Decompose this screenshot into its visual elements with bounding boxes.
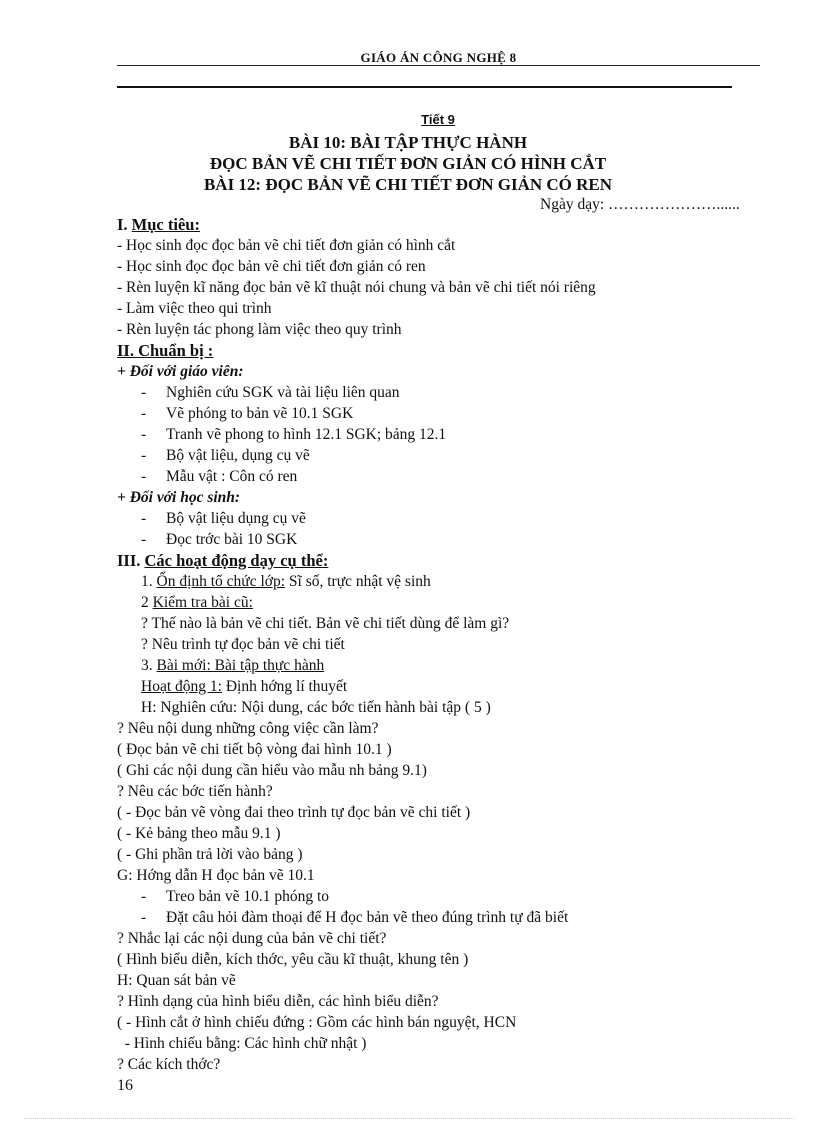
teacher-item: Tranh vẽ phong to hình 12.1 SGK; bảng 12.1 [166, 426, 447, 443]
objective-item: - Học sinh đọc đọc bản vẽ chi tiết đơn giản có ren [117, 258, 426, 275]
activity-line: ( - Kẻ bảng theo mẫu 9.1 ) [117, 825, 281, 842]
teacher-heading: + Đối với giáo viên: [117, 363, 244, 380]
activity-line: H: Quan sát bản vẽ [117, 972, 236, 989]
footer-dotted-rule [24, 1118, 794, 1119]
section-number: I. [117, 215, 132, 234]
guide-item: Đặt câu hỏi đàm thoại để H đọc bản vẽ theo đúng trình tự đã biết [166, 909, 569, 926]
section-title: Mục tiêu: [131, 215, 200, 234]
lesson-title-2: ĐỌC BẢN VẼ CHI TIẾT ĐƠN GIẢN CÓ HÌNH CẮT [209, 154, 607, 173]
activity-line: ? Các kích thớc? [117, 1056, 221, 1073]
dash-bullet: - [141, 426, 147, 443]
student-item: Đọc trớc bài 10 SGK [166, 531, 298, 548]
objective-item: - Rèn luyện tác phong làm việc theo quy trình [117, 321, 402, 338]
student-item: Bộ vật liệu dụng cụ vẽ [166, 510, 306, 527]
review-question: ? Nêu trình tự đọc bản vẽ chi tiết [141, 636, 345, 653]
student-heading: + Đối với học sinh: [117, 489, 241, 506]
activity-line: ? Nhắc lại các nội dung của bản vẽ chi tiết? [117, 930, 387, 947]
header-divider [117, 86, 732, 88]
section-title: Các hoạt động dạy cụ thể: [144, 551, 329, 570]
header-rule [117, 65, 760, 66]
step-review: 2 Kiểm tra bài cũ: [141, 594, 253, 611]
activity-line: G: Hớng dẫn H đọc bản vẽ 10.1 [117, 867, 315, 884]
activity-line: ( - Đọc bản vẽ vòng đai theo trình tự đọc bản vẽ chi tiết ) [117, 804, 471, 821]
teacher-item: Bộ vật liệu, dụng cụ vẽ [166, 447, 310, 464]
activity-line: ? Nêu nội dung những công việc cần làm? [117, 720, 379, 737]
section-activities-heading [117, 551, 328, 571]
review-question: ? Thế nào là bản vẽ chi tiết. Bản vẽ chi tiết dùng để làm gì? [141, 615, 510, 632]
guide-item: Treo bản vẽ 10.1 phóng to [166, 888, 330, 905]
dash-bullet: - [141, 909, 147, 926]
objective-item: - Rèn luyện kĩ năng đọc bản vẽ kĩ thuật nói chung và bản vẽ chi tiết nói riêng [117, 279, 596, 296]
objective-item: - Học sinh đọc đọc bản vẽ chi tiết đơn giản có hình cắt [117, 237, 456, 254]
teacher-item: Vẽ phóng to bản vẽ 10.1 SGK [166, 405, 354, 422]
dash-bullet: - [141, 510, 147, 527]
lesson-period: Tiết 9 [421, 112, 455, 127]
section-objectives-heading [117, 215, 200, 235]
activity-line: - Hình chiếu bằng: Các hình chữ nhật ) [117, 1035, 367, 1052]
dash-bullet: - [141, 405, 147, 422]
activity-line: ? Hình dạng của hình biểu diễn, các hình biểu diễn? [117, 993, 439, 1010]
activity-line: ( Hình biểu diễn, kích thớc, yêu cầu kĩ thuật, khung tên ) [117, 951, 469, 968]
teaching-date: Ngày dạy: …………………...... [540, 196, 740, 213]
lesson-title-3: BÀI 12: ĐỌC BẢN VẼ CHI TIẾT ĐƠN GIẢN CÓ REN [203, 175, 613, 194]
activity-line: ( - Ghi phần trả lời vào bảng ) [117, 846, 303, 863]
dash-bullet: - [141, 888, 147, 905]
activity-line: ? Nêu các bớc tiến hành? [117, 783, 273, 800]
teacher-item: Nghiên cứu SGK và tài liệu liên quan [166, 384, 400, 401]
teacher-item: Mẫu vật : Côn có ren [166, 468, 298, 485]
section-preparation-heading: II. Chuẩn bị : [117, 341, 214, 360]
dash-bullet: - [141, 384, 147, 401]
activity-line: ( Ghi các nội dung cần hiểu vào mẫu nh bảng 9.1) [117, 762, 427, 779]
dash-bullet: - [141, 447, 147, 464]
dash-bullet: - [141, 468, 147, 485]
activity-line: H: Nghiên cứu: Nội dung, các bớc tiến hành bài tập ( 5 ) [141, 699, 491, 716]
page-number: 16 [117, 1077, 133, 1094]
header-title: GIÁO ÁN CÔNG NGHỆ 8 [360, 50, 517, 65]
activity-line: ( - Hình cắt ở hình chiếu đứng : Gồm các hình bán nguyệt, HCN [117, 1014, 517, 1031]
lesson-title-1: BÀI 10: BÀI TẬP THỰC HÀNH [288, 133, 528, 152]
dash-bullet: - [141, 531, 147, 548]
step-class-organization: 1. Ổn định tổ chức lớp: Sĩ số, trực nhật vệ sinh [141, 573, 431, 590]
activity-line: ( Đọc bản vẽ chi tiết bộ vòng đai hình 10.1 ) [117, 741, 392, 758]
section-number: III. [117, 551, 145, 570]
step-new-lesson: 3. Bài mới: Bài tập thực hành [141, 657, 325, 674]
activity-1: Hoạt động 1: Định hớng lí thuyết [141, 678, 348, 695]
objective-item: - Làm việc theo qui trình [117, 300, 272, 317]
